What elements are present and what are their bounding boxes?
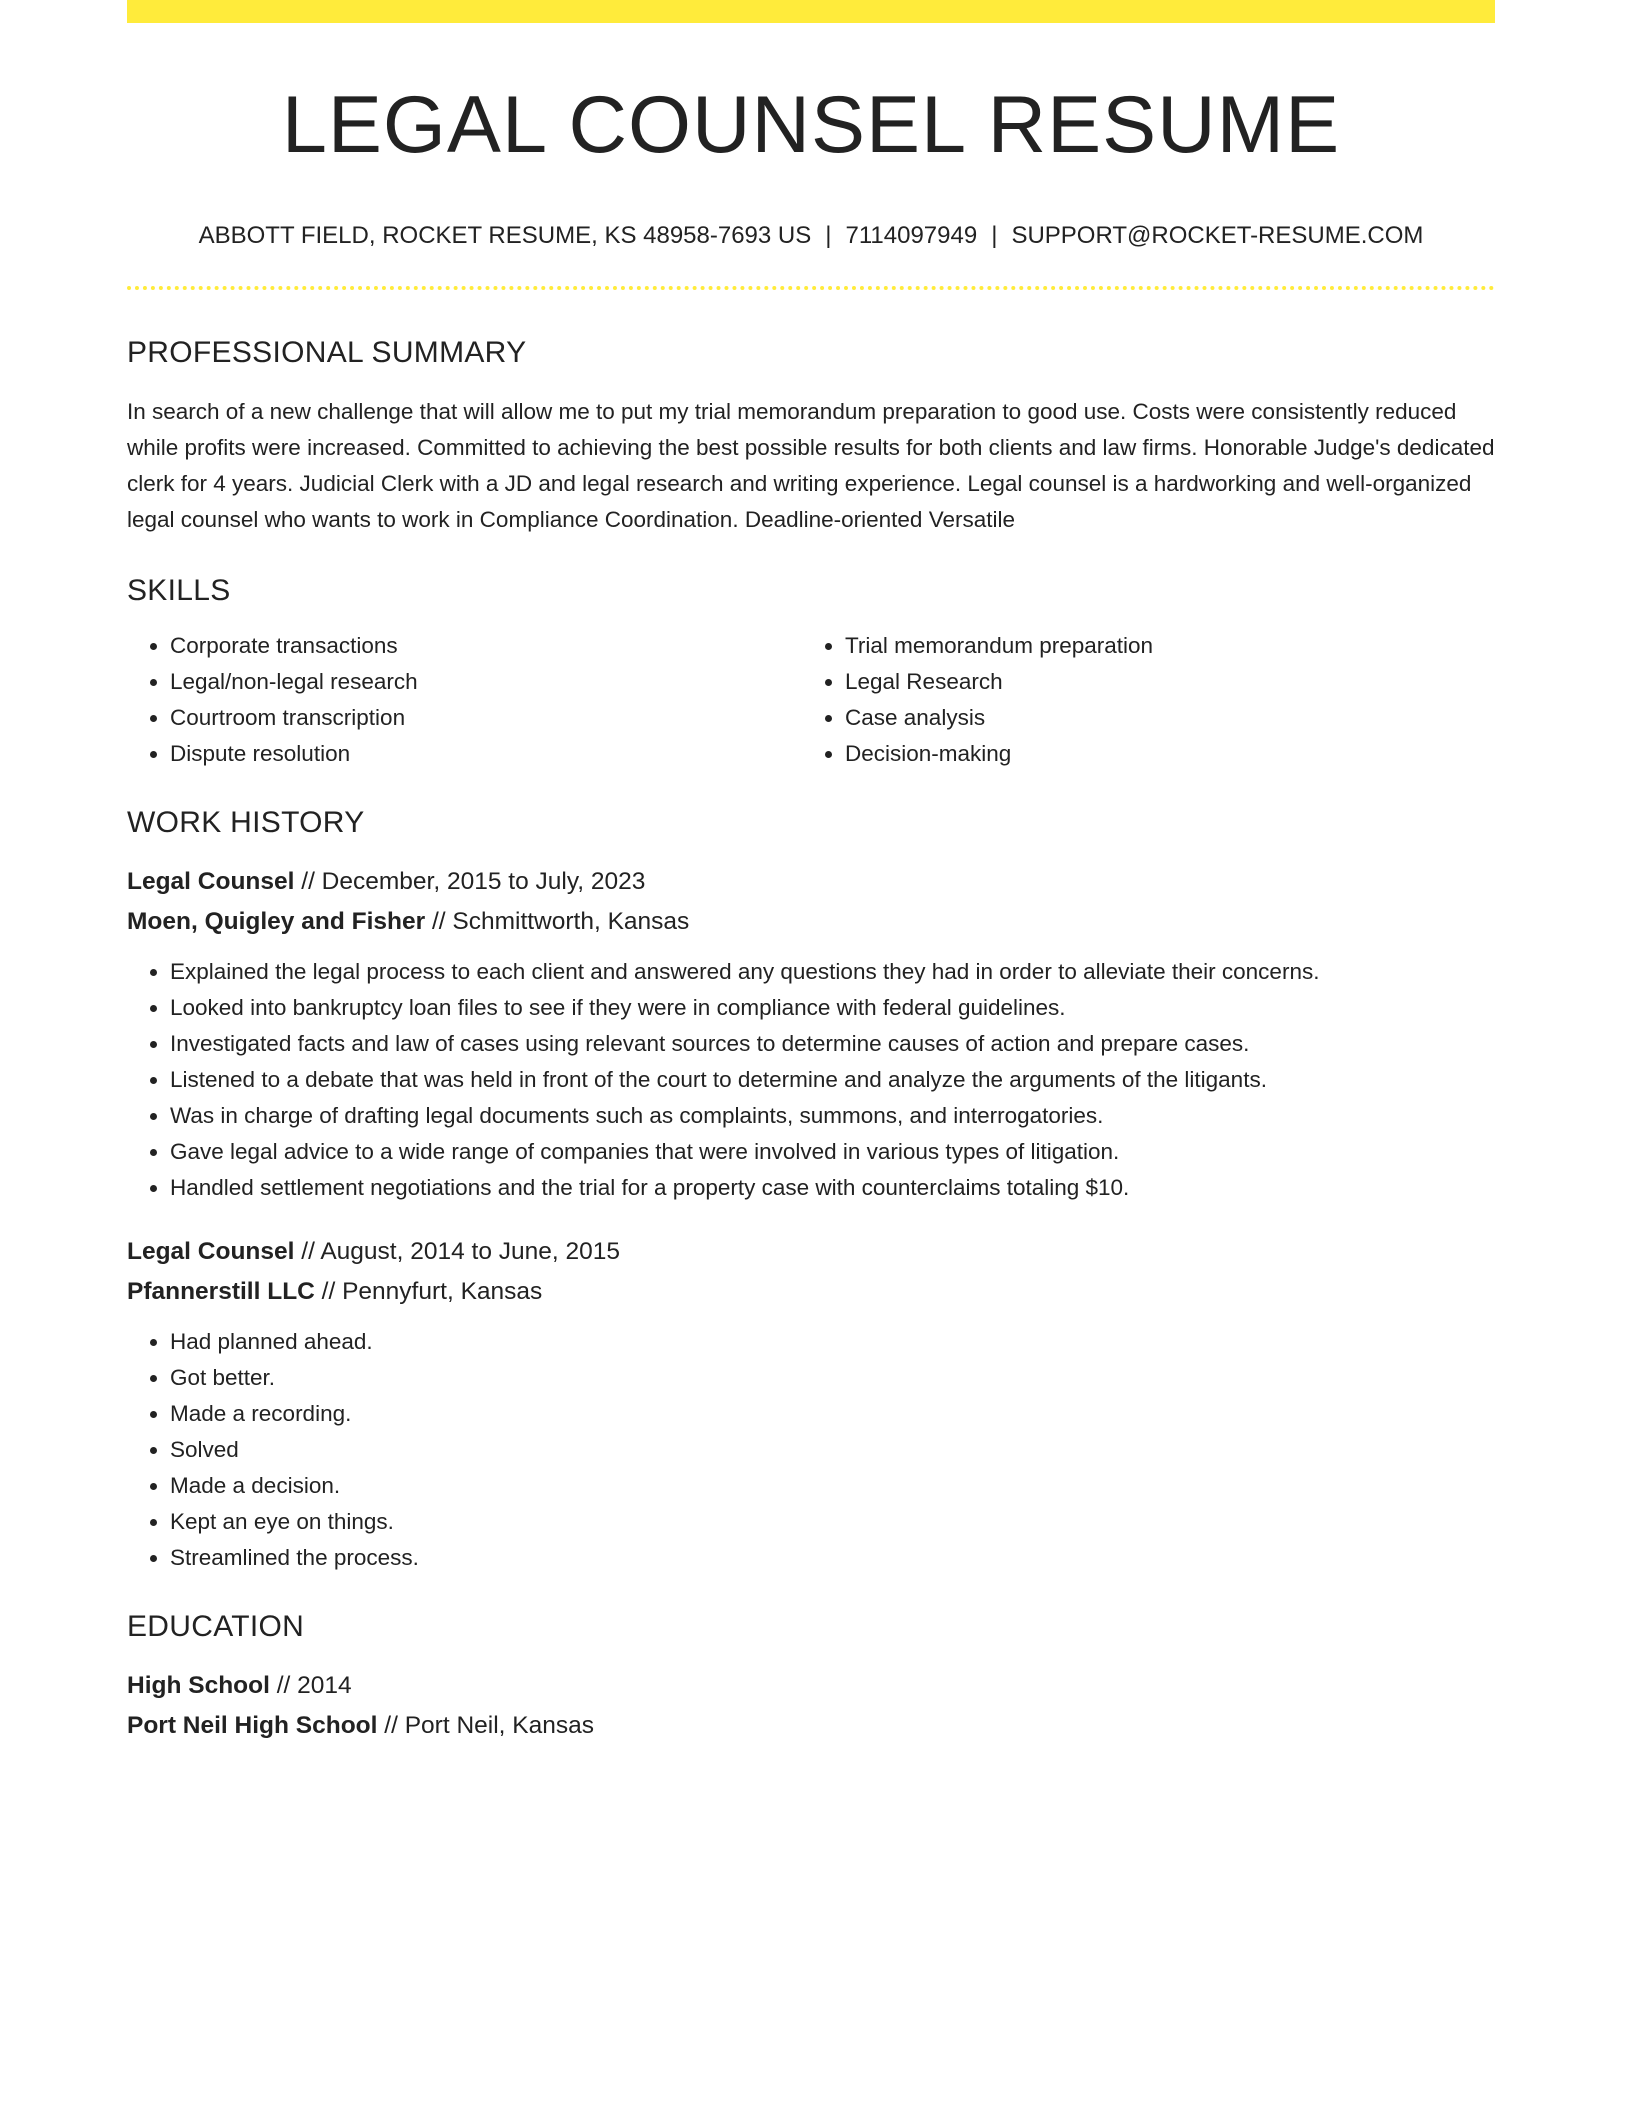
address: ABBOTT FIELD, ROCKET RESUME, KS 48958-7693 US: [198, 222, 812, 249]
summary-text: In search of a new challenge that will allow me to put my trial memorandum preparation to good use. Costs were consistently reduced while profits were increased. Committed to achieving the best possible results for both clients and law firms. Honorable Judge's dedicated clerk for 4 years. Judicial Clerk with a JD and legal research and writing experience. Legal counsel is a hardworking and well-organized legal counsel who wants to work in Compliance Coordination. Deadline-oriented Versatile: [127, 399, 1495, 532]
duty-item: • Investigated facts and law of cases using relevant sources to determine causes of action and prepare cases.: [170, 1026, 1495, 1062]
education-location: // Port Neil, Kansas: [384, 1712, 594, 1739]
education-degree: High School: [127, 1672, 270, 1699]
education-entry: [127, 1666, 1495, 1746]
accent-bar: [127, 0, 1495, 23]
job-role: Legal Counsel: [127, 868, 295, 895]
job-location: // Pennyfurt, Kansas: [321, 1278, 543, 1305]
skills-heading: SKILLS: [127, 574, 231, 607]
skill-item: • Trial memorandum preparation: [845, 628, 1153, 664]
duty-item: • Handled settlement negotiations and the trial for a property case with counterclaims totaling $10.: [170, 1170, 1495, 1206]
resume-title: LEGAL COUNSEL RESUME: [281, 80, 1341, 170]
job-company: Moen, Quigley and Fisher: [127, 908, 426, 935]
contact-separator: |: [991, 222, 998, 249]
summary-heading: PROFESSIONAL SUMMARY: [127, 336, 527, 369]
skill-item: • Corporate transactions: [170, 628, 802, 664]
duty-item: • Got better.: [170, 1360, 1495, 1396]
job-company-line: [127, 902, 1495, 942]
skill-item: • Legal/non-legal research: [170, 664, 802, 700]
education-school: Port Neil High School: [127, 1712, 378, 1739]
job-role: Legal Counsel: [127, 1238, 295, 1265]
job-company-line: [127, 1272, 1495, 1312]
duty-item: • Had planned ahead.: [170, 1324, 1495, 1360]
job-entry: [127, 1232, 1495, 1576]
education-year: // 2014: [276, 1672, 352, 1699]
skill-item: • Case analysis: [845, 700, 1153, 736]
job-role-line: [127, 1232, 1495, 1272]
job-duties: [127, 954, 1495, 1206]
skills-column-left: [127, 628, 802, 772]
contact-line: [127, 224, 1495, 248]
duty-item: • Explained the legal process to each client and answered any questions they had in order to alleviate their concerns.: [170, 954, 1495, 990]
skill-item: • Dispute resolution: [170, 736, 802, 772]
skill-item: • Decision-making: [845, 736, 1153, 772]
duty-item: • Looked into bankruptcy loan files to see if they were in compliance with federal guidelines.: [170, 990, 1495, 1026]
job-dates: // December, 2015 to July, 2023: [301, 868, 646, 895]
skills-list: [127, 628, 1495, 772]
education-heading: EDUCATION: [127, 1610, 305, 1643]
education-school-line: [127, 1706, 1495, 1746]
job-role-line: [127, 862, 1495, 902]
duty-item: • Streamlined the process.: [170, 1540, 1495, 1576]
skill-item: • Courtroom transcription: [170, 700, 802, 736]
contact-separator: |: [825, 222, 832, 249]
work-history-heading: WORK HISTORY: [127, 806, 365, 839]
skill-item: • Legal Research: [845, 664, 1153, 700]
resume-page: [127, 0, 1495, 1746]
job-company: Pfannerstill LLC: [127, 1278, 315, 1305]
job-location: // Schmittworth, Kansas: [431, 908, 690, 935]
duty-item: • Listened to a debate that was held in front of the court to determine and analyze the arguments of the litigants.: [170, 1062, 1495, 1098]
email-link[interactable]: SUPPORT@ROCKET-RESUME.COM: [1011, 222, 1424, 249]
job-dates: // August, 2014 to June, 2015: [301, 1238, 621, 1265]
job-duties: [127, 1324, 1495, 1576]
duty-item: • Made a decision.: [170, 1468, 1495, 1504]
skills-column-right: [802, 628, 1153, 772]
job-entry: [127, 862, 1495, 1206]
duty-item: • Gave legal advice to a wide range of companies that were involved in various types of litigation.: [170, 1134, 1495, 1170]
duty-item: • Kept an eye on things.: [170, 1504, 1495, 1540]
duty-item: • Solved: [170, 1432, 1495, 1468]
phone: 7114097949: [845, 222, 978, 249]
education-degree-line: [127, 1666, 1495, 1706]
dotted-divider: [127, 286, 1495, 290]
duty-item: • Was in charge of drafting legal documents such as complaints, summons, and interrogatories.: [170, 1098, 1495, 1134]
duty-item: • Made a recording.: [170, 1396, 1495, 1432]
